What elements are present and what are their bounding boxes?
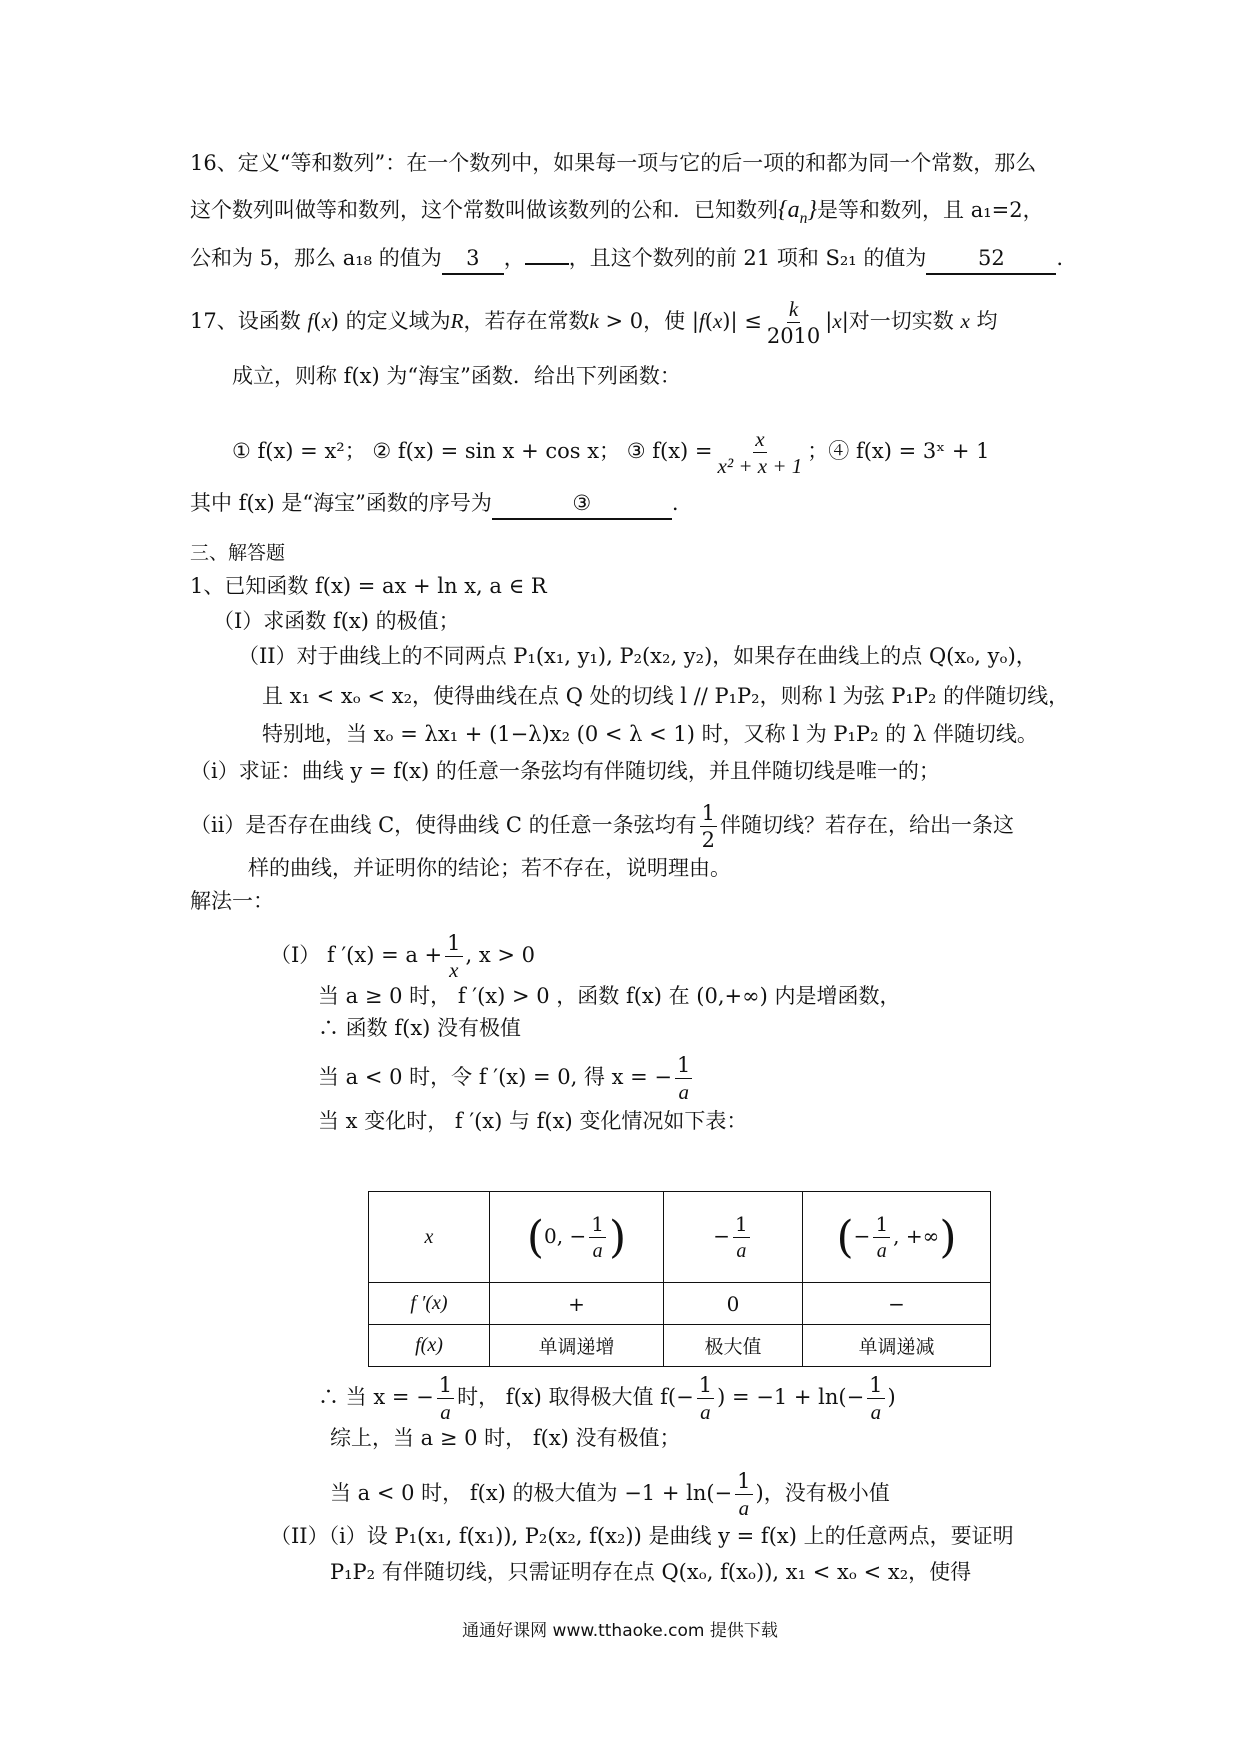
page-footer: 通通好课网 www.tthaoke.com 提供下载: [462, 1621, 778, 1641]
solution-part-II-i: （II）（i）设 P₁(x₁, f(x₁)), P₂(x₂, f(x₂)) 是曲线 y = f(x) 上的任意两点，要证明: [270, 1524, 1014, 1548]
q17-line2: 成立，则称 f(x) 为“海宝”函数．给出下列函数：: [232, 364, 681, 388]
solution-title: 解法一：: [190, 889, 274, 913]
q16-answer-blank: [525, 263, 569, 265]
table-cell: 单调递减: [803, 1325, 991, 1367]
problem1-part-i: （i）求证：曲线 y = f(x) 的任意一条弦均有伴随切线，并且伴随切线是唯一的；: [190, 759, 940, 783]
q16-line3: 公和为 5，那么 a₁₈ 的值为 3 ， ，且这个数列的前 21 项和 S₂₁ 的值为 52 .: [190, 243, 1063, 275]
table-row-label-derivative: f ′(x): [369, 1283, 490, 1325]
solution-no-extremum: ∴ 函数 f(x) 没有极值: [318, 1016, 522, 1040]
problem1-part-ii-c: 样的曲线，并证明你的结论；若不存在，说明理由。: [248, 856, 731, 880]
solution-table-intro: 当 x 变化时， f ′(x) 与 f(x) 变化情况如下表：: [318, 1109, 748, 1133]
table-row: [369, 1283, 991, 1325]
table-row: [369, 1325, 991, 1367]
solution-part-II-i-cont: P₁P₂ 有伴随切线，只需证明存在点 Q(xₒ, f(xₒ)), x₁ < xₒ < x₂，使得: [330, 1560, 972, 1584]
problem1-statement: 1、已知函数 f(x) = ax + ln x, a ∈ R: [190, 574, 547, 598]
table-header-interval-2: (− $\frac{1}{a}$ , +∞): [803, 1192, 991, 1283]
solution-summary-2: 当 a < 0 时， f(x) 的极大值为 −1 + ln(− $\frac{1}{a}$ )，没有极小值: [330, 1469, 890, 1520]
q17-answer: ③: [492, 488, 672, 520]
section-heading: 三、解答题: [190, 542, 286, 564]
problem1-part-ii-a: （ii）是否存在曲线 C，使得曲线 C 的任意一条弦均有 $\frac{1}{2}$ 伴随切线？若存在，给出一条这: [190, 801, 1014, 852]
solution-derivative: （I） f ′(x) = a + $\frac{1}{x}$ , x > 0: [270, 931, 536, 982]
problem1-part-II-a: （II）对于曲线上的不同两点 P₁(x₁, y₁), P₂(x₂, y₂)，如果存在曲线上的点 Q(xₒ, yₒ)，: [238, 644, 1037, 668]
q17-options: ① f(x) = x²； ② f(x) = sin x + cos x； ③ f(x) = $\frac{x}{\text{x² + x + 1}}$ ；④ f(x) = 3ˣ + 1: [232, 427, 990, 478]
problem1-part-II-c: 特别地，当 xₒ = λx₁ + (1−λ)x₂ (0 < λ < 1) 时，又称 l 为 P₁P₂ 的 λ 伴随切线。: [262, 722, 1038, 746]
q16-answer-1: 3: [442, 243, 504, 275]
solution-summary-1: 综上，当 a ≥ 0 时， f(x) 没有极值；: [330, 1426, 681, 1450]
solution-max-value: ∴ 当 x = − $\frac{1}{a}$ 时， f(x) 取得极大值 f(− $\frac{1}{a}$ ) = −1 + ln(− $\frac{1}{a}$ ): [318, 1373, 896, 1424]
table-header-critical: − $\frac{1}{a}$: [664, 1192, 803, 1283]
q16-answer-2: 52: [926, 243, 1056, 275]
table-cell: 0: [664, 1283, 803, 1325]
table-row-label-function: f(x): [369, 1325, 490, 1367]
variation-table: [368, 1191, 991, 1367]
solution-case-a-nonneg: 当 a ≥ 0 时， f ′(x) > 0 ，函数 f(x) 在 (0,+∞) 内是增函数，: [318, 984, 901, 1008]
table-cell: +: [490, 1283, 664, 1325]
table-row: [369, 1192, 991, 1283]
table-cell: −: [803, 1283, 991, 1325]
solution-case-a-neg: 当 a < 0 时，令 f ′(x) = 0, 得 x = − $\frac{1}{a}$: [318, 1053, 691, 1104]
table-cell: 单调递增: [490, 1325, 664, 1367]
q16-line2: 这个数列叫做等和数列，这个常数叫做该数列的公和．已知数列$\{a_n\}$是等和数列，且 a₁=2，: [190, 197, 1044, 227]
problem1-part-I: （I）求函数 f(x) 的极值；: [213, 609, 460, 633]
problem1-part-II-b: 且 x₁ < xₒ < x₂，使得曲线在点 Q 处的切线 l // P₁P₂，则称 l 为弦 P₁P₂ 的伴随切线，: [262, 684, 1070, 708]
q17-line4: 其中 f(x) 是“海宝”函数的序号为 ③ .: [190, 488, 679, 520]
q16-line1: 16、定义“等和数列”：在一个数列中，如果每一项与它的后一项的和都为同一个常数，那么: [190, 151, 1037, 175]
table-header-interval-1: (0, − $\frac{1}{a}$ ): [490, 1192, 664, 1283]
q17-line1: 17、设函数 f(x) 的定义域为R，若存在常数k > 0，使 |f(x)| ≤ $\frac{k}{2010}$ |x|对一切实数 x 均: [190, 297, 998, 348]
table-cell: 极大值: [664, 1325, 803, 1367]
table-header-x: x: [369, 1192, 490, 1283]
